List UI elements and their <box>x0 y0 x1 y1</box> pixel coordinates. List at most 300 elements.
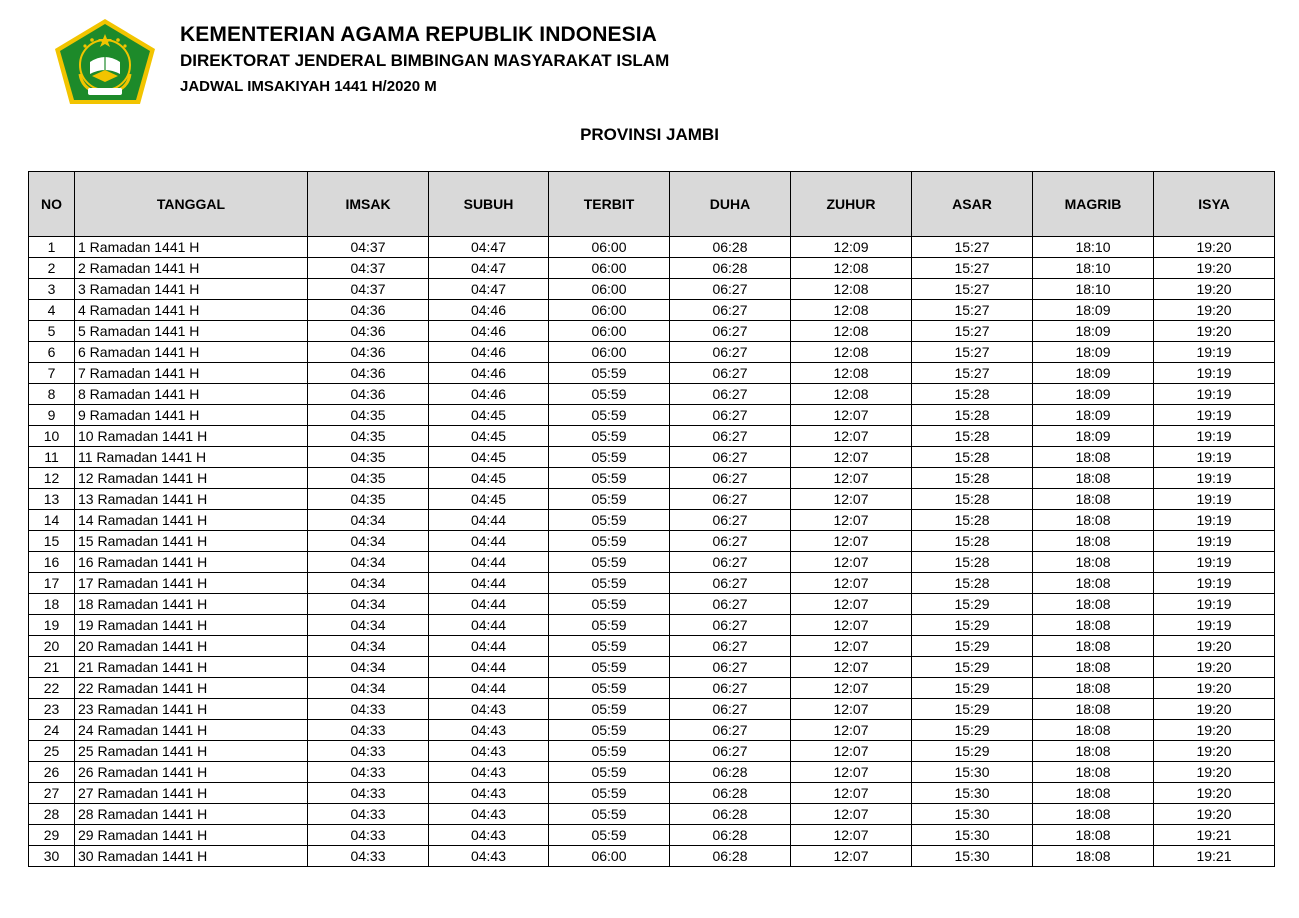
cell-asar: 15:27 <box>912 279 1033 300</box>
cell-zuhur: 12:07 <box>791 720 912 741</box>
cell-imsak: 04:35 <box>308 426 429 447</box>
cell-zuhur: 12:08 <box>791 258 912 279</box>
cell-isya: 19:20 <box>1154 300 1275 321</box>
cell-asar: 15:27 <box>912 342 1033 363</box>
table-row <box>29 237 1275 258</box>
cell-tanggal: 25 Ramadan 1441 H <box>75 741 308 762</box>
cell-terbit: 05:59 <box>549 426 670 447</box>
schedule-title: JADWAL IMSAKIYAH 1441 H/2020 M <box>180 78 437 95</box>
cell-subuh: 04:47 <box>429 258 549 279</box>
cell-duha: 06:27 <box>670 321 791 342</box>
cell-no: 2 <box>29 258 75 279</box>
cell-subuh: 04:44 <box>429 510 549 531</box>
document-header <box>180 22 669 97</box>
cell-tanggal: 20 Ramadan 1441 H <box>75 636 308 657</box>
imsakiyah-table <box>28 171 1275 867</box>
cell-zuhur: 12:08 <box>791 279 912 300</box>
cell-magrib: 18:08 <box>1033 846 1154 867</box>
cell-imsak: 04:35 <box>308 489 429 510</box>
cell-duha: 06:28 <box>670 258 791 279</box>
ministry-title: KEMENTERIAN AGAMA REPUBLIK INDONESIA <box>180 23 657 46</box>
cell-terbit: 06:00 <box>549 300 670 321</box>
cell-duha: 06:27 <box>670 741 791 762</box>
cell-isya: 19:19 <box>1154 594 1275 615</box>
cell-no: 12 <box>29 468 75 489</box>
table-row <box>29 741 1275 762</box>
cell-magrib: 18:09 <box>1033 363 1154 384</box>
cell-asar: 15:28 <box>912 447 1033 468</box>
cell-magrib: 18:08 <box>1033 825 1154 846</box>
cell-subuh: 04:46 <box>429 321 549 342</box>
cell-tanggal: 6 Ramadan 1441 H <box>75 342 308 363</box>
cell-isya: 19:19 <box>1154 552 1275 573</box>
cell-isya: 19:19 <box>1154 363 1275 384</box>
cell-isya: 19:20 <box>1154 699 1275 720</box>
cell-subuh: 04:43 <box>429 783 549 804</box>
cell-tanggal: 30 Ramadan 1441 H <box>75 846 308 867</box>
cell-tanggal: 5 Ramadan 1441 H <box>75 321 308 342</box>
cell-terbit: 05:59 <box>549 531 670 552</box>
cell-zuhur: 12:07 <box>791 552 912 573</box>
cell-imsak: 04:37 <box>308 237 429 258</box>
col-header-isya: ISYA <box>1154 172 1275 237</box>
cell-zuhur: 12:08 <box>791 300 912 321</box>
cell-no: 16 <box>29 552 75 573</box>
cell-magrib: 18:09 <box>1033 384 1154 405</box>
cell-zuhur: 12:07 <box>791 783 912 804</box>
cell-asar: 15:28 <box>912 552 1033 573</box>
col-header-terbit: TERBIT <box>549 172 670 237</box>
cell-terbit: 05:59 <box>549 741 670 762</box>
cell-magrib: 18:08 <box>1033 489 1154 510</box>
cell-subuh: 04:43 <box>429 846 549 867</box>
cell-magrib: 18:08 <box>1033 762 1154 783</box>
cell-terbit: 05:59 <box>549 783 670 804</box>
cell-isya: 19:19 <box>1154 615 1275 636</box>
cell-zuhur: 12:07 <box>791 762 912 783</box>
cell-imsak: 04:35 <box>308 468 429 489</box>
cell-duha: 06:27 <box>670 678 791 699</box>
cell-magrib: 18:09 <box>1033 300 1154 321</box>
cell-no: 13 <box>29 489 75 510</box>
cell-duha: 06:27 <box>670 573 791 594</box>
cell-tanggal: 4 Ramadan 1441 H <box>75 300 308 321</box>
cell-subuh: 04:45 <box>429 468 549 489</box>
cell-zuhur: 12:07 <box>791 636 912 657</box>
cell-imsak: 04:35 <box>308 447 429 468</box>
cell-zuhur: 12:07 <box>791 573 912 594</box>
cell-zuhur: 12:07 <box>791 447 912 468</box>
cell-isya: 19:19 <box>1154 405 1275 426</box>
table-row <box>29 468 1275 489</box>
cell-isya: 19:19 <box>1154 447 1275 468</box>
cell-imsak: 04:34 <box>308 510 429 531</box>
cell-duha: 06:27 <box>670 552 791 573</box>
cell-terbit: 05:59 <box>549 363 670 384</box>
cell-no: 23 <box>29 699 75 720</box>
cell-zuhur: 12:07 <box>791 510 912 531</box>
cell-magrib: 18:08 <box>1033 573 1154 594</box>
cell-asar: 15:30 <box>912 825 1033 846</box>
cell-magrib: 18:09 <box>1033 405 1154 426</box>
cell-no: 10 <box>29 426 75 447</box>
table-row <box>29 363 1275 384</box>
cell-terbit: 05:59 <box>549 489 670 510</box>
cell-no: 29 <box>29 825 75 846</box>
cell-asar: 15:28 <box>912 426 1033 447</box>
cell-zuhur: 12:07 <box>791 489 912 510</box>
cell-terbit: 06:00 <box>549 258 670 279</box>
cell-asar: 15:28 <box>912 489 1033 510</box>
cell-imsak: 04:33 <box>308 825 429 846</box>
cell-duha: 06:28 <box>670 846 791 867</box>
cell-isya: 19:20 <box>1154 657 1275 678</box>
cell-duha: 06:27 <box>670 657 791 678</box>
cell-magrib: 18:09 <box>1033 426 1154 447</box>
cell-terbit: 06:00 <box>549 846 670 867</box>
cell-tanggal: 28 Ramadan 1441 H <box>75 804 308 825</box>
cell-terbit: 05:59 <box>549 468 670 489</box>
cell-subuh: 04:46 <box>429 300 549 321</box>
cell-terbit: 05:59 <box>549 552 670 573</box>
table-row <box>29 825 1275 846</box>
cell-zuhur: 12:07 <box>791 846 912 867</box>
cell-terbit: 05:59 <box>549 699 670 720</box>
cell-no: 30 <box>29 846 75 867</box>
cell-imsak: 04:34 <box>308 531 429 552</box>
cell-terbit: 05:59 <box>549 720 670 741</box>
cell-duha: 06:27 <box>670 615 791 636</box>
cell-isya: 19:19 <box>1154 573 1275 594</box>
cell-tanggal: 17 Ramadan 1441 H <box>75 573 308 594</box>
cell-subuh: 04:44 <box>429 594 549 615</box>
cell-magrib: 18:10 <box>1033 258 1154 279</box>
cell-no: 4 <box>29 300 75 321</box>
cell-imsak: 04:37 <box>308 258 429 279</box>
cell-magrib: 18:08 <box>1033 615 1154 636</box>
table-header-row <box>29 172 1275 237</box>
cell-imsak: 04:36 <box>308 300 429 321</box>
cell-no: 19 <box>29 615 75 636</box>
col-header-no: NO <box>29 172 75 237</box>
col-header-tanggal: TANGGAL <box>75 172 308 237</box>
cell-tanggal: 2 Ramadan 1441 H <box>75 258 308 279</box>
cell-magrib: 18:08 <box>1033 678 1154 699</box>
cell-terbit: 05:59 <box>549 447 670 468</box>
table-row <box>29 384 1275 405</box>
cell-asar: 15:29 <box>912 615 1033 636</box>
cell-imsak: 04:36 <box>308 363 429 384</box>
cell-no: 20 <box>29 636 75 657</box>
cell-subuh: 04:44 <box>429 552 549 573</box>
cell-tanggal: 1 Ramadan 1441 H <box>75 237 308 258</box>
cell-magrib: 18:08 <box>1033 657 1154 678</box>
cell-isya: 19:20 <box>1154 636 1275 657</box>
cell-subuh: 04:44 <box>429 531 549 552</box>
cell-zuhur: 12:07 <box>791 657 912 678</box>
cell-no: 25 <box>29 741 75 762</box>
cell-zuhur: 12:07 <box>791 531 912 552</box>
cell-terbit: 05:59 <box>549 825 670 846</box>
cell-magrib: 18:08 <box>1033 531 1154 552</box>
table-row <box>29 762 1275 783</box>
cell-zuhur: 12:07 <box>791 678 912 699</box>
cell-terbit: 06:00 <box>549 237 670 258</box>
cell-tanggal: 8 Ramadan 1441 H <box>75 384 308 405</box>
cell-subuh: 04:43 <box>429 720 549 741</box>
cell-subuh: 04:45 <box>429 447 549 468</box>
cell-zuhur: 12:07 <box>791 594 912 615</box>
table-row <box>29 846 1275 867</box>
cell-no: 7 <box>29 363 75 384</box>
col-header-imsak: IMSAK <box>308 172 429 237</box>
table-row <box>29 699 1275 720</box>
cell-imsak: 04:33 <box>308 762 429 783</box>
cell-isya: 19:21 <box>1154 825 1275 846</box>
table-row <box>29 594 1275 615</box>
cell-asar: 15:28 <box>912 468 1033 489</box>
table-row <box>29 657 1275 678</box>
table-row <box>29 258 1275 279</box>
cell-imsak: 04:34 <box>308 636 429 657</box>
cell-duha: 06:27 <box>670 447 791 468</box>
cell-asar: 15:30 <box>912 762 1033 783</box>
cell-terbit: 05:59 <box>549 762 670 783</box>
cell-tanggal: 3 Ramadan 1441 H <box>75 279 308 300</box>
cell-asar: 15:28 <box>912 405 1033 426</box>
cell-subuh: 04:44 <box>429 636 549 657</box>
cell-asar: 15:28 <box>912 510 1033 531</box>
cell-terbit: 05:59 <box>549 804 670 825</box>
cell-subuh: 04:43 <box>429 762 549 783</box>
cell-duha: 06:27 <box>670 510 791 531</box>
cell-subuh: 04:43 <box>429 804 549 825</box>
cell-zuhur: 12:07 <box>791 405 912 426</box>
cell-duha: 06:28 <box>670 762 791 783</box>
table-row <box>29 804 1275 825</box>
cell-no: 24 <box>29 720 75 741</box>
cell-duha: 06:27 <box>670 342 791 363</box>
cell-subuh: 04:44 <box>429 573 549 594</box>
cell-no: 18 <box>29 594 75 615</box>
cell-asar: 15:29 <box>912 657 1033 678</box>
cell-no: 22 <box>29 678 75 699</box>
cell-subuh: 04:44 <box>429 657 549 678</box>
cell-tanggal: 9 Ramadan 1441 H <box>75 405 308 426</box>
cell-asar: 15:30 <box>912 804 1033 825</box>
cell-magrib: 18:08 <box>1033 741 1154 762</box>
cell-asar: 15:28 <box>912 531 1033 552</box>
cell-magrib: 18:08 <box>1033 510 1154 531</box>
cell-tanggal: 18 Ramadan 1441 H <box>75 594 308 615</box>
cell-terbit: 05:59 <box>549 573 670 594</box>
cell-subuh: 04:44 <box>429 678 549 699</box>
col-header-duha: DUHA <box>670 172 791 237</box>
cell-no: 9 <box>29 405 75 426</box>
cell-tanggal: 26 Ramadan 1441 H <box>75 762 308 783</box>
cell-duha: 06:27 <box>670 405 791 426</box>
table-row <box>29 342 1275 363</box>
cell-tanggal: 22 Ramadan 1441 H <box>75 678 308 699</box>
cell-isya: 19:20 <box>1154 678 1275 699</box>
cell-isya: 19:19 <box>1154 342 1275 363</box>
col-header-asar: ASAR <box>912 172 1033 237</box>
cell-imsak: 04:33 <box>308 699 429 720</box>
cell-zuhur: 12:08 <box>791 342 912 363</box>
table-row <box>29 783 1275 804</box>
cell-duha: 06:27 <box>670 531 791 552</box>
cell-no: 21 <box>29 657 75 678</box>
cell-imsak: 04:36 <box>308 342 429 363</box>
cell-duha: 06:27 <box>670 594 791 615</box>
cell-magrib: 18:08 <box>1033 699 1154 720</box>
cell-tanggal: 19 Ramadan 1441 H <box>75 615 308 636</box>
cell-no: 3 <box>29 279 75 300</box>
cell-imsak: 04:36 <box>308 321 429 342</box>
cell-zuhur: 12:07 <box>791 699 912 720</box>
table-row <box>29 321 1275 342</box>
cell-magrib: 18:08 <box>1033 720 1154 741</box>
table-row <box>29 489 1275 510</box>
cell-isya: 19:19 <box>1154 426 1275 447</box>
col-header-subuh: SUBUH <box>429 172 549 237</box>
cell-terbit: 05:59 <box>549 405 670 426</box>
table-row <box>29 510 1275 531</box>
directorate-title: DIREKTORAT JENDERAL BIMBINGAN MASYARAKAT ISLAM <box>180 51 670 70</box>
table-row <box>29 678 1275 699</box>
province-title: PROVINSI JAMBI <box>580 125 719 144</box>
cell-subuh: 04:46 <box>429 384 549 405</box>
cell-magrib: 18:09 <box>1033 321 1154 342</box>
cell-no: 8 <box>29 384 75 405</box>
cell-magrib: 18:09 <box>1033 342 1154 363</box>
cell-tanggal: 15 Ramadan 1441 H <box>75 531 308 552</box>
cell-terbit: 05:59 <box>549 636 670 657</box>
cell-asar: 15:29 <box>912 699 1033 720</box>
table-row <box>29 279 1275 300</box>
cell-imsak: 04:33 <box>308 783 429 804</box>
cell-no: 26 <box>29 762 75 783</box>
cell-magrib: 18:10 <box>1033 279 1154 300</box>
cell-isya: 19:20 <box>1154 720 1275 741</box>
cell-zuhur: 12:07 <box>791 426 912 447</box>
cell-duha: 06:27 <box>670 468 791 489</box>
cell-asar: 15:29 <box>912 594 1033 615</box>
cell-zuhur: 12:07 <box>791 741 912 762</box>
cell-tanggal: 16 Ramadan 1441 H <box>75 552 308 573</box>
col-header-magrib: MAGRIB <box>1033 172 1154 237</box>
cell-isya: 19:19 <box>1154 468 1275 489</box>
cell-imsak: 04:33 <box>308 720 429 741</box>
cell-no: 11 <box>29 447 75 468</box>
table-row <box>29 531 1275 552</box>
cell-zuhur: 12:07 <box>791 468 912 489</box>
cell-asar: 15:29 <box>912 636 1033 657</box>
cell-terbit: 05:59 <box>549 594 670 615</box>
cell-tanggal: 14 Ramadan 1441 H <box>75 510 308 531</box>
cell-asar: 15:27 <box>912 363 1033 384</box>
cell-asar: 15:28 <box>912 384 1033 405</box>
cell-magrib: 18:10 <box>1033 237 1154 258</box>
cell-imsak: 04:34 <box>308 573 429 594</box>
cell-subuh: 04:43 <box>429 699 549 720</box>
cell-magrib: 18:08 <box>1033 594 1154 615</box>
cell-tanggal: 13 Ramadan 1441 H <box>75 489 308 510</box>
table-row <box>29 447 1275 468</box>
cell-subuh: 04:46 <box>429 363 549 384</box>
cell-duha: 06:27 <box>670 426 791 447</box>
cell-duha: 06:27 <box>670 636 791 657</box>
cell-duha: 06:27 <box>670 489 791 510</box>
cell-magrib: 18:08 <box>1033 783 1154 804</box>
cell-duha: 06:27 <box>670 720 791 741</box>
cell-imsak: 04:34 <box>308 657 429 678</box>
cell-terbit: 06:00 <box>549 342 670 363</box>
cell-tanggal: 10 Ramadan 1441 H <box>75 426 308 447</box>
cell-no: 27 <box>29 783 75 804</box>
cell-terbit: 05:59 <box>549 615 670 636</box>
table-row <box>29 426 1275 447</box>
cell-zuhur: 12:09 <box>791 237 912 258</box>
cell-duha: 06:28 <box>670 804 791 825</box>
cell-asar: 15:27 <box>912 300 1033 321</box>
cell-terbit: 05:59 <box>549 510 670 531</box>
cell-isya: 19:20 <box>1154 762 1275 783</box>
cell-duha: 06:27 <box>670 699 791 720</box>
cell-subuh: 04:44 <box>429 615 549 636</box>
cell-duha: 06:28 <box>670 783 791 804</box>
cell-asar: 15:27 <box>912 237 1033 258</box>
cell-imsak: 04:33 <box>308 804 429 825</box>
cell-subuh: 04:43 <box>429 825 549 846</box>
table-row <box>29 300 1275 321</box>
table-row <box>29 720 1275 741</box>
cell-tanggal: 29 Ramadan 1441 H <box>75 825 308 846</box>
cell-no: 14 <box>29 510 75 531</box>
cell-imsak: 04:33 <box>308 741 429 762</box>
cell-isya: 19:21 <box>1154 846 1275 867</box>
cell-isya: 19:20 <box>1154 237 1275 258</box>
cell-imsak: 04:35 <box>308 405 429 426</box>
table-row <box>29 405 1275 426</box>
cell-tanggal: 12 Ramadan 1441 H <box>75 468 308 489</box>
cell-imsak: 04:36 <box>308 384 429 405</box>
cell-terbit: 05:59 <box>549 678 670 699</box>
cell-subuh: 04:47 <box>429 279 549 300</box>
cell-no: 6 <box>29 342 75 363</box>
cell-imsak: 04:33 <box>308 846 429 867</box>
cell-isya: 19:20 <box>1154 804 1275 825</box>
cell-tanggal: 23 Ramadan 1441 H <box>75 699 308 720</box>
cell-magrib: 18:08 <box>1033 804 1154 825</box>
cell-isya: 19:19 <box>1154 489 1275 510</box>
table-row <box>29 615 1275 636</box>
cell-no: 17 <box>29 573 75 594</box>
cell-asar: 15:29 <box>912 678 1033 699</box>
cell-zuhur: 12:08 <box>791 363 912 384</box>
cell-no: 28 <box>29 804 75 825</box>
cell-asar: 15:27 <box>912 258 1033 279</box>
cell-asar: 15:27 <box>912 321 1033 342</box>
cell-zuhur: 12:07 <box>791 825 912 846</box>
cell-imsak: 04:34 <box>308 615 429 636</box>
cell-duha: 06:28 <box>670 825 791 846</box>
kemenag-logo <box>52 16 158 106</box>
cell-zuhur: 12:08 <box>791 384 912 405</box>
cell-asar: 15:30 <box>912 846 1033 867</box>
col-header-zuhur: ZUHUR <box>791 172 912 237</box>
cell-subuh: 04:45 <box>429 405 549 426</box>
